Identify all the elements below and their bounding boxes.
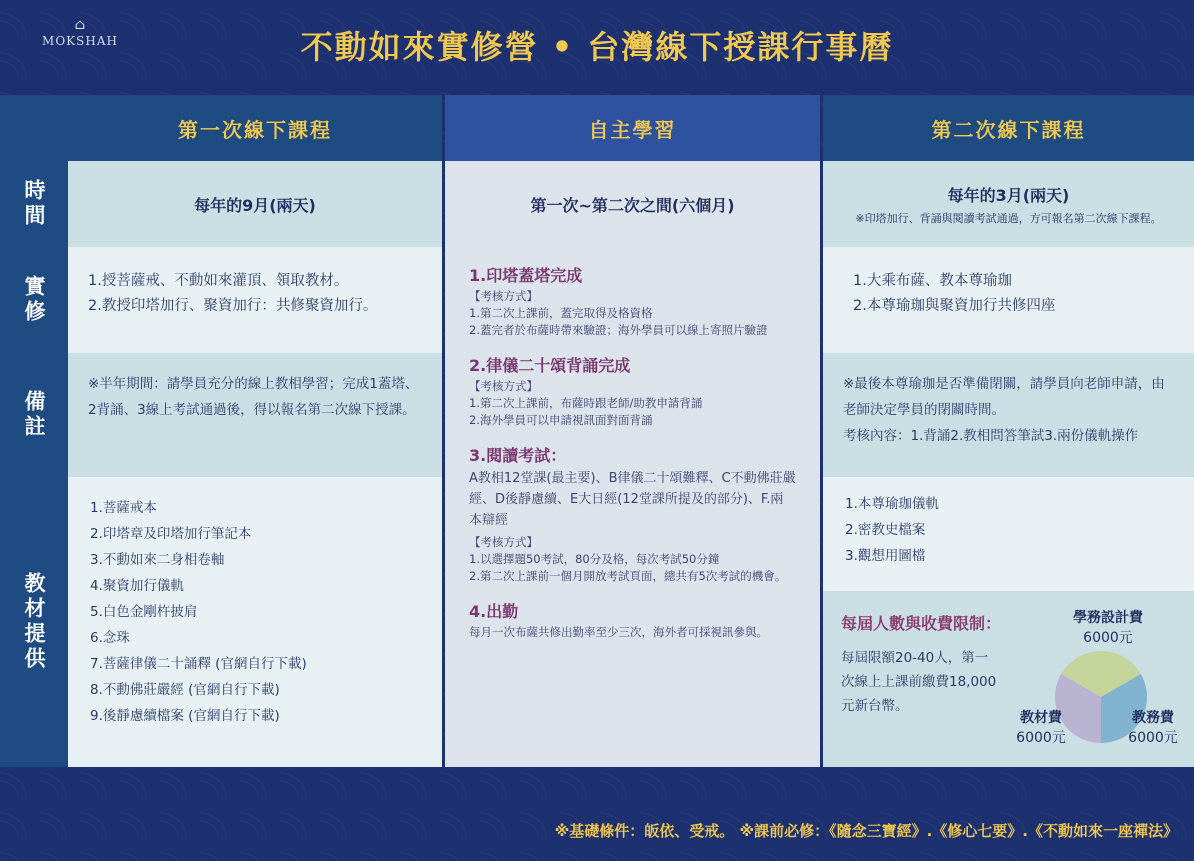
self-study-section-4 — [469, 599, 796, 641]
row-header-time: 時間 — [0, 161, 68, 247]
remarks-second — [823, 353, 1194, 477]
col-header-middle: 自主學習 — [445, 95, 820, 161]
section-subtitle: 【考核方式】 — [469, 289, 538, 303]
section-title: 1.印塔蓋塔完成 — [469, 266, 583, 285]
time-middle — [445, 161, 820, 247]
quota-body: 每屆限額20-40人，第一次線上上課前繳費18,000元新台幣。 — [841, 650, 997, 714]
material-item: 1.菩薩戒本 — [90, 500, 157, 516]
pie-label-design — [1048, 607, 1168, 647]
practice-first — [68, 247, 442, 353]
remarks-second-line: ※最後本尊瑜珈是否準備閉關，請學員向老師申請，由老師決定學員的閉關時間。 — [843, 376, 1165, 418]
pie-label-teaching — [1113, 707, 1193, 747]
pie-value-label: 6000元 — [1083, 630, 1133, 646]
self-study-section-1 — [469, 263, 796, 339]
quota-title: 每屆人數與收費限制： — [841, 614, 1002, 633]
section-line: 2.海外學員可以申請視訊面對面背誦 — [469, 413, 653, 427]
practice-first-item: 2.教授印塔加行、聚資加行：共修聚資加行。 — [88, 298, 378, 314]
remarks-first-text: ※半年期間：請學員充分的線上教相學習；完成1蓋塔、2背誦、3線上考試通過後，得以報名第二次線下授課。 — [88, 376, 419, 418]
row-header-remarks: 備註 — [0, 353, 68, 477]
logo-emblem-icon: ⌂ — [74, 17, 86, 33]
row-header-practice: 實修 — [0, 247, 68, 353]
section-subtitle: 【考核方式】 — [469, 535, 538, 549]
time-first-text: 每年的9月(兩天) — [194, 195, 316, 215]
self-study-column — [445, 247, 820, 767]
practice-second-item: 2.本尊瑜珈與聚資加行共修四座 — [853, 298, 1056, 314]
time-second-text: 每年的3月(兩天) — [947, 185, 1070, 205]
remarks-second-line: 考核內容：1.背誦2.教相問答筆試3.兩份儀軌操作 — [843, 428, 1139, 444]
time-middle-text: 第一次~第二次之間(六個月) — [530, 195, 735, 215]
section-line: 2.第二次上課前一個月開放考試頁面，總共有5次考試的機會。 — [469, 569, 787, 583]
materials-first — [68, 477, 442, 767]
col-header-second: 第二次線下課程 — [823, 95, 1194, 161]
material-item: 1.本尊瑜珈儀軌 — [845, 496, 939, 512]
material-item: 5.白色金剛杵披肩 — [90, 604, 198, 620]
material-item: 3.觀想用圖檔 — [845, 548, 926, 564]
section-title: 2.律儀二十頌背誦完成 — [469, 356, 631, 375]
header — [0, 0, 1194, 95]
material-item: 7.菩薩律儀二十誦釋 (官網自行下載) — [90, 656, 307, 672]
self-study-section-2 — [469, 353, 796, 429]
section-title: 3.閱讀考試： — [469, 446, 567, 465]
time-first — [68, 161, 442, 247]
time-second-note: ※印塔加行、背誦與閱讀考試通過，方可報名第二次線下課程。 — [855, 211, 1162, 225]
practice-second-item: 1.大乘布薩、教本尊瑜珈 — [853, 273, 1012, 289]
row-header-materials: 教材提供 — [0, 477, 68, 767]
section-line: 2.蓋完者於布薩時帶來驗證；海外學員可以線上寄照片驗證 — [469, 323, 768, 337]
time-second — [823, 161, 1194, 247]
corner-cell — [0, 95, 68, 161]
pie-value-label: 6000元 — [1016, 730, 1066, 746]
material-item: 8.不動佛莊嚴經 (官網自行下載) — [90, 682, 280, 698]
material-item: 6.念珠 — [90, 630, 130, 646]
section-line: 1.以選擇題50考試，80分及格，每次考試50分鐘 — [469, 552, 720, 566]
section-title: 4.出勤 — [469, 602, 519, 621]
materials-second — [823, 477, 1194, 591]
practice-first-item: 1.授菩薩戒、不動如來灌頂、領取教材。 — [88, 273, 349, 289]
self-study-section-3 — [469, 443, 796, 585]
practice-second — [823, 247, 1194, 353]
quota-box — [823, 591, 1194, 767]
schedule-table — [0, 95, 1194, 767]
pie-category-label: 教材費 — [1020, 710, 1062, 726]
material-item: 4.聚資加行儀軌 — [90, 578, 184, 594]
logo-text: MOKSHAH — [42, 34, 118, 48]
pie-category-label: 教務費 — [1132, 710, 1174, 726]
section-body: A教相12堂課(最主要)、B律儀二十頌難釋、C不動佛莊嚴經、D後靜慮續、E大日經(12堂課所提及的部分)、F.兩本辯經 — [469, 471, 796, 528]
remarks-first — [68, 353, 442, 477]
section-line: 1.第二次上課前，布薩時跟老師/助教申請背誦 — [469, 396, 703, 410]
section-line: 每月一次布薩共修出勤率至少三次，海外者可採視訊參與。 — [469, 625, 768, 639]
material-item: 2.密教史檔案 — [845, 522, 926, 538]
pie-category-label: 學務設計費 — [1073, 610, 1143, 626]
material-item: 3.不動如來二身相卷軸 — [90, 552, 225, 568]
page-title: 不動如來實修營 • 台灣線下授課行事曆 — [300, 28, 894, 66]
material-item: 2.印塔章及印塔加行筆記本 — [90, 526, 252, 542]
footer-requirements: ※基礎條件：皈依、受戒。 ※課前必修：《隨念三寶經》.《修心七要》.《不動如來一座禪法》 — [554, 822, 1178, 840]
col-header-first: 第一次線下課程 — [68, 95, 442, 161]
material-item: 9.後靜慮續檔案 (官網自行下載) — [90, 708, 280, 724]
pie-label-materials — [1001, 707, 1081, 747]
section-line: 1.第二次上課前，蓋完取得及格資格 — [469, 306, 653, 320]
pie-value-label: 6000元 — [1128, 730, 1178, 746]
section-subtitle: 【考核方式】 — [469, 379, 538, 393]
